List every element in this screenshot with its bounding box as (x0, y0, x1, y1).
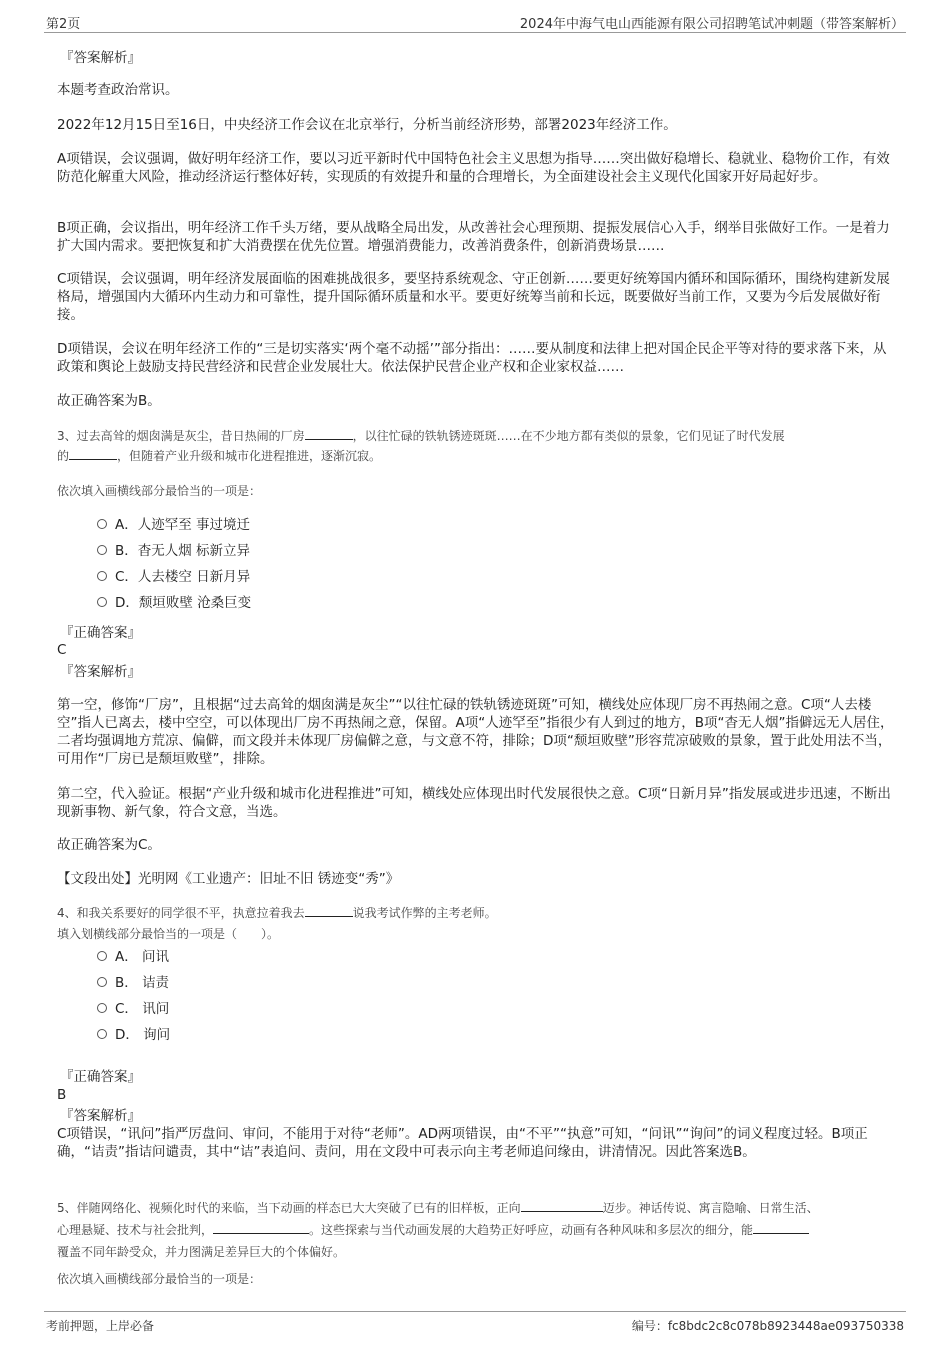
q5-blank-1 (521, 1199, 603, 1212)
q3-stem-part-a: 3、过去高耸的烟囱满是灰尘，昔日热闹的厂房 (57, 429, 305, 443)
q4-answer-label: 『正确答案』 (60, 1069, 141, 1085)
q4-instruction: 填入划横线部分最恰当的一项是（ ）。 (57, 927, 280, 941)
q3-analysis-1: 第一空，修饰“厂房”，且根据“过去高耸的烟囱满是灰尘”“以往忙碌的铁轨锈迹斑斑”可知，横线处应体现厂房不再热闹之意。C项“人去楼空”指人已离去，楼中空空，可以体现出厂房不再热闹之意，保留。A项“人迹罕至”指很少有人到过的地方，B项“杳无人烟”指僻远无人居住，二者均强调地方荒凉、偏僻，而文段并未体现厂房偏僻之意，与文意不符，排除；D项“颓垣败壁”形容荒凉破败的景象，置于此处用法不当，可用作“厂房已是颓垣败壁”，排除。 (57, 697, 894, 767)
q3-stem-part-d: ，但随着产业升级和城市化进程推进，逐渐沉寂。 (117, 449, 382, 463)
q3-analysis-2: 第二空，代入验证。根据“产业升级和城市化进程推进”可知，横线处应体现出时代发展很快之意。C项“日新月异”指发展或进步迅速，不断出现新事物、新气象，符合文意，当选。 (57, 786, 891, 820)
q2-analysis-label: 『答案解析』 (60, 50, 141, 66)
q4-analysis-label: 『答案解析』 (60, 1108, 141, 1124)
q3-option-d[interactable]: D．颓垣败壁 沧桑巨变 (97, 594, 251, 612)
radio-icon[interactable] (97, 597, 107, 607)
q2-paragraph-b: B项正确，会议指出，明年经济工作千头万绪，要从战略全局出发，从改善社会心理预期、提振发展信心入手，纲举目张做好工作。一是着力扩大国内需求。要把恢复和扩大消费摆在优先位置。增强消费能力，改善消费条件，创新消费场景…… (57, 220, 890, 254)
radio-icon[interactable] (97, 1029, 107, 1039)
q4-stem-part-b: 说我考试作弊的主考老师。 (352, 906, 497, 920)
q4-option-b[interactable]: B． 诘责 (97, 974, 169, 992)
q3-source: 【文段出处】光明网《工业遗产：旧址不旧 锈迹变“秀”》 (57, 871, 400, 887)
q2-paragraph-c: C项错误，会议强调，明年经济发展面临的困难挑战很多，要坚持系统观念、守正创新……要更好统筹国内循环和国际循环，围绕构建新发展格局，增强国内大循环内生动力和可靠性，提升国际循环质量和水平。要更好统筹当前和长远，既要做好当前工作，又要为今后发展做好衔接。 (57, 271, 890, 323)
q4-answer: B (57, 1087, 67, 1103)
q5-blank-3 (753, 1221, 809, 1234)
q4-option-a[interactable]: A． 问讯 (97, 948, 169, 966)
q5-blank-2 (213, 1221, 309, 1234)
q5-stem (57, 1197, 897, 1263)
q5-instruction: 依次填入画横线部分最恰当的一项是： (57, 1272, 262, 1286)
q5-stem-part-b: 迈步。神话传说、寓言隐喻、日常生活、 (602, 1201, 819, 1215)
q5-stem-part-e: 覆盖不同年龄受众，并力图满足差异巨大的个体偏好。 (57, 1245, 346, 1259)
radio-icon[interactable] (97, 951, 107, 961)
radio-icon[interactable] (97, 519, 107, 529)
q5-stem-part-d: 。这些探索与当代动画发展的大趋势正好呼应，动画有各种风味和多层次的细分，能 (309, 1223, 754, 1237)
radio-icon[interactable] (97, 571, 107, 581)
q2-paragraph-d: D项错误，会议在明年经济工作的“三是切实落实‘两个毫不动摇’”部分指出：……要从制度和法律上把对国企民企平等对待的要求落下来，从政策和舆论上鼓励支持民营经济和民营企业发展壮大。依法保护民营企业产权和企业家权益…… (57, 341, 887, 375)
q2-intro: 本题考查政治常识。 (57, 82, 179, 98)
q5-stem-part-c: 心理悬疑、技术与社会批判， (57, 1223, 214, 1237)
q3-option-c[interactable]: C．人去楼空 日新月异 (97, 568, 250, 586)
q3-blank-1 (305, 427, 353, 440)
q4-option-c[interactable]: C． 讯问 (97, 1000, 169, 1018)
q2-conclusion: 故正确答案为B。 (57, 393, 161, 409)
q3-answer-label: 『正确答案』 (60, 625, 141, 641)
q3-stem-part-b: ，以往忙碌的铁轨锈迹斑斑……在不少地方都有类似的景象，它们见证了时代发展 (352, 429, 785, 443)
q4-analysis: C项错误，“讯问”指严厉盘问、审问，不能用于对待“老师”。AD两项错误，由“不平”“执意”可知，“问讯”“询问”的词义程度过轻。B项正确，“诘责”指诘问谴责，其中“诘”表追问、责问，用在文段中可表示向主考老师追问缘由，讲清情况。因此答案选B。 (57, 1126, 868, 1160)
q4-blank (305, 904, 353, 917)
page-header (44, 10, 906, 33)
q3-conclusion: 故正确答案为C。 (57, 837, 161, 853)
q2-paragraph-1: 2022年12月15日至16日，中央经济工作会议在北京举行，分析当前经济形势，部署2023年经济工作。 (57, 117, 677, 133)
q4-option-d[interactable]: D． 询问 (97, 1026, 170, 1044)
radio-icon[interactable] (97, 1003, 107, 1013)
q3-stem-part-c: 的 (57, 449, 70, 463)
q3-stem (57, 426, 897, 466)
document-title: 2024年中海气电山西能源有限公司招聘笔试冲刺题（带答案解析） (519, 17, 904, 32)
q4-stem (57, 903, 897, 923)
q3-analysis-label: 『答案解析』 (60, 664, 141, 680)
q3-instruction: 依次填入画横线部分最恰当的一项是： (57, 484, 262, 498)
page-footer (44, 1311, 906, 1336)
q3-blank-2 (69, 447, 117, 460)
radio-icon[interactable] (97, 545, 107, 555)
footer-slogan: 考前押题，上岸必备 (46, 1319, 155, 1333)
q4-stem-part-a: 4、和我关系要好的同学很不平，执意拉着我去 (57, 906, 305, 920)
q3-answer: C (57, 642, 67, 658)
q3-option-b[interactable]: B．杳无人烟 标新立异 (97, 542, 250, 560)
radio-icon[interactable] (97, 977, 107, 987)
q2-paragraph-a: A项错误，会议强调，做好明年经济工作，要以习近平新时代中国特色社会主义思想为指导……突出做好稳增长、稳就业、稳物价工作，有效防范化解重大风险，推动经济运行整体好转，实现质的有效提升和量的合理增长，为全面建设社会主义现代化国家开好局起好步。 (57, 151, 890, 185)
page-number: 第2页 (46, 17, 81, 32)
q5-stem-part-a: 5、伴随网络化、视频化时代的来临，当下动画的样态已大大突破了已有的旧样板，正向 (57, 1201, 521, 1215)
document-code: 编号：fc8bdc2c8c078b8923448ae093750338 (631, 1319, 904, 1333)
q3-option-a[interactable]: A．人迹罕至 事过境迁 (97, 516, 250, 534)
